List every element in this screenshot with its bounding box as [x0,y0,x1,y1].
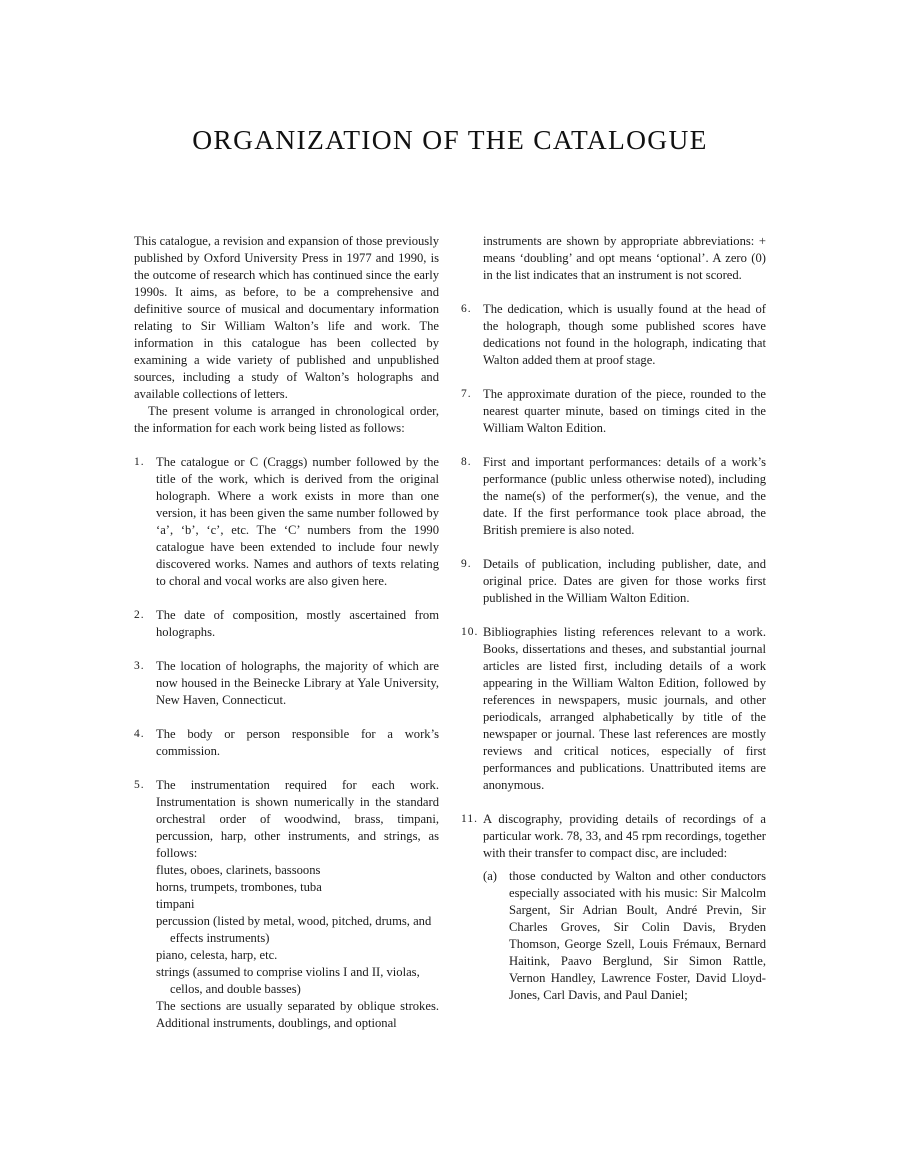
list-item [461,301,766,369]
intro-paragraph: The present volume is arranged in chronological order, the information for each work being listed as follows: [134,404,439,435]
item-text-after-list: The sections are usually separated by oblique strokes. Additional instruments, doublings, and optional [156,999,439,1030]
item-number: 11. [461,813,478,825]
item-text: The catalogue or C (Craggs) number followed by the title of the work, which is derived from the original holograph. Where a work exists in more than one version, it has been given the same number followed by ‘a’, ‘b’, ‘c’, etc. The ‘C’ numbers from the 1990 catalogue have been extended to include four newly discovered works. Names and authors of texts relating to choral and vocal works are also given here. [156,455,439,588]
item-continuation: instruments are shown by appropriate abbreviations: + means ‘doubling’ and opt means ‘optional’. A zero (0) in the list indicates that an instrument is not scored. [483,234,766,282]
instrument-line: horns, trumpets, trombones, tuba [156,880,322,894]
item-text: The approximate duration of the piece, rounded to the nearest quarter minute, based on timings cited in the William Walton Edition. [483,387,766,435]
list-item [134,777,439,1032]
intro-paragraph: This catalogue, a revision and expansion of those previously published by Oxford University Press in 1977 and 1990, is the outcome of research which has continued since the early 1990s. It aims, as before, to be a comprehensive and definitive source of musical and documentary information relating to Sir William Walton’s life and work. The information in this catalogue has been collected by examining a wide variety of published and unpublished sources, including a study of Walton’s holographs and available collections of letters. [134,234,439,401]
instrument-line: piano, celesta, harp, etc. [156,948,278,962]
item-text: First and important performances: details of a work’s performance (public unless otherwise noted), including the name(s) of the performer(s), the venue, and the date. If the first performance took place abroad, the British premiere is also noted. [483,455,766,537]
instrument-list [156,862,439,998]
list-item [134,607,439,641]
sub-item-label: (a) [483,869,497,883]
left-column [134,233,439,1032]
item-number: 3. [134,660,145,672]
list-item [134,454,439,590]
item-text: Details of publication, including publisher, date, and original price. Dates are given for those works first published in the William Walton Edition. [483,557,766,605]
item-text: The date of composition, mostly ascertained from holographs. [156,608,439,639]
item-text: The body or person responsible for a work’s commission. [156,727,439,758]
item-number: 7. [461,388,472,400]
item-number: 5. [134,779,145,791]
item-number: 6. [461,303,472,315]
item-number: 1. [134,456,145,468]
item-number: 9. [461,558,472,570]
list-item [461,811,766,1004]
list-item [134,726,439,760]
page-title: ORGANIZATION OF THE CATALOGUE [192,124,708,155]
instrument-line: flutes, oboes, clarinets, bassoons [156,863,321,877]
item-number: 4. [134,728,145,740]
sub-item-text: those conducted by Walton and other conductors especially associated with his music: Sir Malcolm Sargent, Sir Adrian Boult, André Previn, Sir Charles Groves, Sir Colin Davis, Bryden Thomson, George Szell, Louis Frémaux, Bernard Haitink, Paavo Berglund, Sir Simon Rattle, Vernon Handley, Lawrence Foster, David Lloyd-Jones, Carl Davis, and Paul Daniel; [509,869,766,1002]
list-item [461,454,766,539]
list-item [461,386,766,437]
item-text: The location of holographs, the majority of which are now housed in the Beinecke Library at Yale University, New Haven, Connecticut. [156,659,439,707]
item-number: 2. [134,609,145,621]
list-item [134,658,439,709]
item-text: A discography, providing details of recordings of a particular work. 78, 33, and 45 rpm recordings, together with their transfer to compact disc, are included: [483,812,766,860]
item-number: 8. [461,456,472,468]
item-text: Bibliographies listing references relevant to a work. Books, dissertations and theses, and substantial journal articles are listed first, including details of a work appearing in the William Walton Edition, followed by references in newspapers, music journals, and other periodicals, arranged alphabetically by title of the newspaper or journal. These last references are mostly reviews and critical notices, especially of first performances and publications. Unattributed items are anonymous. [483,625,766,792]
instrument-line: percussion (listed by metal, wood, pitched, drums, and effects instruments) [156,914,432,945]
instrument-line: strings (assumed to comprise violins I and II, violas, cellos, and double basses) [156,965,420,996]
sub-item [483,868,766,1004]
item-text: The instrumentation required for each work. Instrumentation is shown numerically in the standard orchestral order of woodwind, brass, timpani, percussion, harp, other instruments, and strings, as follows: [156,778,439,860]
list-item [461,556,766,607]
instrument-line: timpani [156,897,195,911]
item-text: The dedication, which is usually found at the head of the holograph, though some published scores have dedications not found in the holograph, indicating that Walton added them at proof stage. [483,302,766,367]
right-column [461,233,766,1004]
item-number: 10. [461,626,479,638]
numbered-list [134,454,439,1032]
list-item [461,624,766,794]
